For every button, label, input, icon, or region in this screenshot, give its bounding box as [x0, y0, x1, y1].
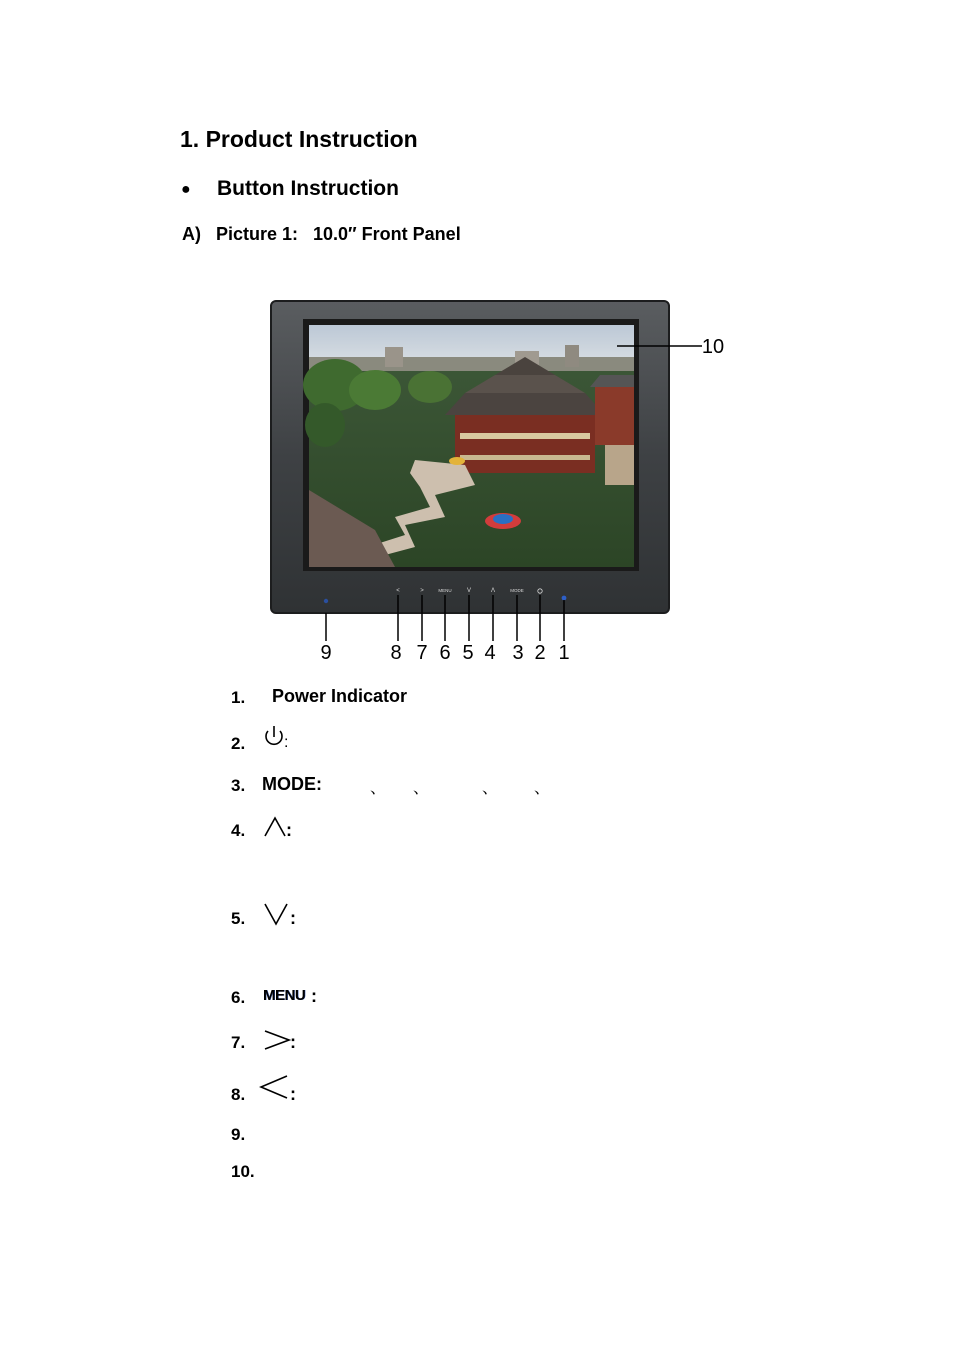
item-number: 6.: [231, 988, 246, 1007]
power-indicator: [562, 596, 567, 601]
callout-3: 3: [512, 642, 524, 664]
panel-label-menu: MENU: [438, 588, 452, 593]
ir-sensor: [324, 599, 328, 603]
callout-10: 10: [701, 336, 725, 358]
callout-6: 6: [439, 642, 451, 664]
callout-5: 5: [462, 642, 474, 664]
separator: 、: [534, 780, 551, 797]
item-number: 8.: [231, 1085, 246, 1104]
item-colon: :: [286, 820, 292, 840]
separator: 、: [370, 780, 387, 797]
page-title: 1. Product Instruction: [180, 126, 418, 152]
right-arrow-icon: [263, 1029, 291, 1051]
separator: 、: [482, 780, 499, 797]
separator: 、: [413, 780, 430, 797]
item-colon: :: [290, 1084, 296, 1104]
item-number: 7.: [231, 1033, 246, 1052]
down-arrow-icon: [263, 902, 289, 926]
left-arrow-icon: [259, 1074, 289, 1100]
item-number: 2.: [231, 734, 246, 753]
callout-9: 9: [320, 642, 332, 664]
item-label: Power Indicator: [272, 686, 408, 706]
item-number: 9.: [231, 1125, 246, 1144]
item-number: 10.: [231, 1162, 255, 1181]
callout-7: 7: [416, 642, 428, 664]
screen-image: [303, 325, 634, 567]
item-number: 5.: [231, 909, 246, 928]
bullet-icon: ●: [181, 181, 191, 198]
callout-1: 1: [558, 642, 570, 664]
up-arrow-icon: [263, 816, 287, 838]
item-number: 4.: [231, 821, 246, 840]
item-colon: :: [290, 908, 296, 928]
figure-caption: A) Picture 1: 10.0″ Front Panel: [182, 224, 461, 244]
panel-label-right: >: [420, 588, 424, 594]
panel-label-mode: MODE: [510, 588, 524, 593]
panel-label-left: <: [396, 588, 400, 594]
item-label: MODE:: [262, 774, 322, 794]
item-number: 1.: [231, 688, 246, 707]
callout-2: 2: [534, 642, 546, 664]
callout-8: 8: [390, 642, 402, 664]
item-number: 3.: [231, 776, 246, 795]
panel-label-up: Λ: [490, 588, 496, 594]
panel-label-down: V: [466, 588, 472, 594]
item-colon: :: [290, 1032, 296, 1052]
front-panel-figure: [265, 295, 745, 670]
section-title: Button Instruction: [217, 177, 399, 200]
item-colon: :: [311, 986, 317, 1006]
callout-4: 4: [484, 642, 496, 664]
menu-icon: MENU: [263, 987, 306, 1004]
item-colon: :: [284, 734, 289, 751]
